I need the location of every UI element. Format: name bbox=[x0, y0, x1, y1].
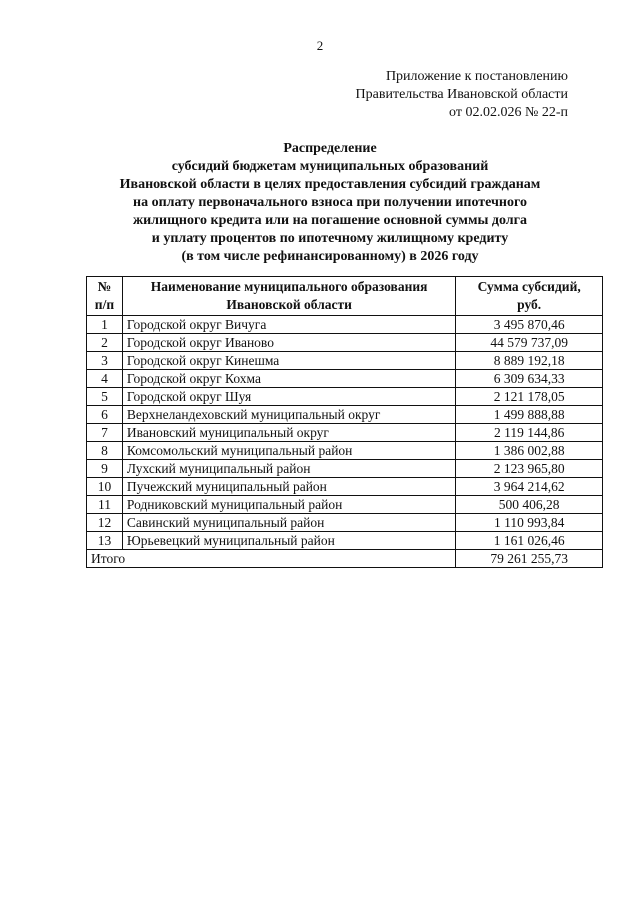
row-municipality: Городской округ Вичуга bbox=[122, 316, 455, 334]
row-number: 6 bbox=[87, 406, 123, 424]
table-header-row bbox=[87, 277, 603, 316]
table-row bbox=[87, 514, 603, 532]
heading-line: Распределение bbox=[283, 141, 377, 156]
row-sum: 1 110 993,84 bbox=[456, 514, 603, 532]
header-sum-line-1: Сумма субсидий, bbox=[477, 279, 581, 294]
header-sum bbox=[456, 277, 603, 316]
table-row bbox=[87, 460, 603, 478]
header-municipality-line-2: Ивановской области bbox=[226, 297, 352, 312]
row-municipality: Лухский муниципальный район bbox=[122, 460, 455, 478]
row-number: 8 bbox=[87, 442, 123, 460]
table-row bbox=[87, 496, 603, 514]
row-municipality: Родниковский муниципальный район bbox=[122, 496, 455, 514]
row-municipality: Городской округ Шуя bbox=[122, 388, 455, 406]
appendix-reference bbox=[356, 68, 568, 122]
row-municipality: Комсомольский муниципальный район bbox=[122, 442, 455, 460]
table-row bbox=[87, 388, 603, 406]
header-municipality bbox=[122, 277, 455, 316]
heading-line: Ивановской области в целях предоставления субсидий гражданам bbox=[119, 177, 541, 192]
total-label: Итого bbox=[87, 550, 456, 568]
table-row bbox=[87, 370, 603, 388]
row-sum: 2 123 965,80 bbox=[456, 460, 603, 478]
table-row bbox=[87, 352, 603, 370]
header-number bbox=[87, 277, 123, 316]
row-number: 4 bbox=[87, 370, 123, 388]
row-number: 11 bbox=[87, 496, 123, 514]
heading-line: на оплату первоначального взноса при получении ипотечного bbox=[133, 195, 527, 210]
row-sum: 2 121 178,05 bbox=[456, 388, 603, 406]
row-municipality: Савинский муниципальный район bbox=[122, 514, 455, 532]
row-sum: 1 161 026,46 bbox=[456, 532, 603, 550]
table-row bbox=[87, 406, 603, 424]
row-municipality: Юрьевецкий муниципальный район bbox=[122, 532, 455, 550]
subsidies-table bbox=[86, 276, 603, 568]
table-row bbox=[87, 478, 603, 496]
row-municipality: Городской округ Кинешма bbox=[122, 352, 455, 370]
document-heading bbox=[60, 140, 600, 266]
table-row bbox=[87, 532, 603, 550]
table-row bbox=[87, 334, 603, 352]
row-sum: 3 964 214,62 bbox=[456, 478, 603, 496]
heading-line: субсидий бюджетам муниципальных образований bbox=[171, 159, 489, 174]
row-number: 5 bbox=[87, 388, 123, 406]
header-sum-line-2: руб. bbox=[517, 297, 542, 312]
row-sum: 2 119 144,86 bbox=[456, 424, 603, 442]
row-municipality: Верхнеландеховский муниципальный округ bbox=[122, 406, 455, 424]
row-number: 1 bbox=[87, 316, 123, 334]
row-sum: 44 579 737,09 bbox=[456, 334, 603, 352]
total-sum: 79 261 255,73 bbox=[456, 550, 603, 568]
row-number: 12 bbox=[87, 514, 123, 532]
row-municipality: Ивановский муниципальный округ bbox=[122, 424, 455, 442]
heading-line: и уплату процентов по ипотечному жилищному кредиту bbox=[151, 231, 509, 246]
row-number: 2 bbox=[87, 334, 123, 352]
row-municipality: Городской округ Кохма bbox=[122, 370, 455, 388]
header-number-line-2: п/п bbox=[94, 297, 115, 312]
page-number: 2 bbox=[316, 38, 324, 53]
row-number: 10 bbox=[87, 478, 123, 496]
row-sum: 1 499 888,88 bbox=[456, 406, 603, 424]
row-sum: 8 889 192,18 bbox=[456, 352, 603, 370]
row-municipality: Пучежский муниципальный район bbox=[122, 478, 455, 496]
row-sum: 500 406,28 bbox=[456, 496, 603, 514]
table-row bbox=[87, 424, 603, 442]
header-municipality-line-1: Наименование муниципального образования bbox=[150, 279, 428, 294]
appendix-line-1: Приложение к постановлению bbox=[385, 69, 568, 84]
row-number: 13 bbox=[87, 532, 123, 550]
total-row bbox=[87, 550, 603, 568]
header-number-line-1: № bbox=[97, 279, 112, 294]
row-number: 9 bbox=[87, 460, 123, 478]
row-number: 3 bbox=[87, 352, 123, 370]
row-sum: 1 386 002,88 bbox=[456, 442, 603, 460]
appendix-line-2: Правительства Ивановской области bbox=[355, 87, 568, 102]
appendix-line-3: от 02.02.026 № 22-п bbox=[449, 105, 568, 120]
heading-line: жилищного кредита или на погашение основной суммы долга bbox=[132, 213, 528, 228]
row-municipality: Городской округ Иваново bbox=[122, 334, 455, 352]
row-number: 7 bbox=[87, 424, 123, 442]
table-row bbox=[87, 442, 603, 460]
table-row bbox=[87, 316, 603, 334]
row-sum: 6 309 634,33 bbox=[456, 370, 603, 388]
heading-line: (в том числе рефинансированному) в 2026 году bbox=[181, 249, 479, 264]
row-sum: 3 495 870,46 bbox=[456, 316, 603, 334]
